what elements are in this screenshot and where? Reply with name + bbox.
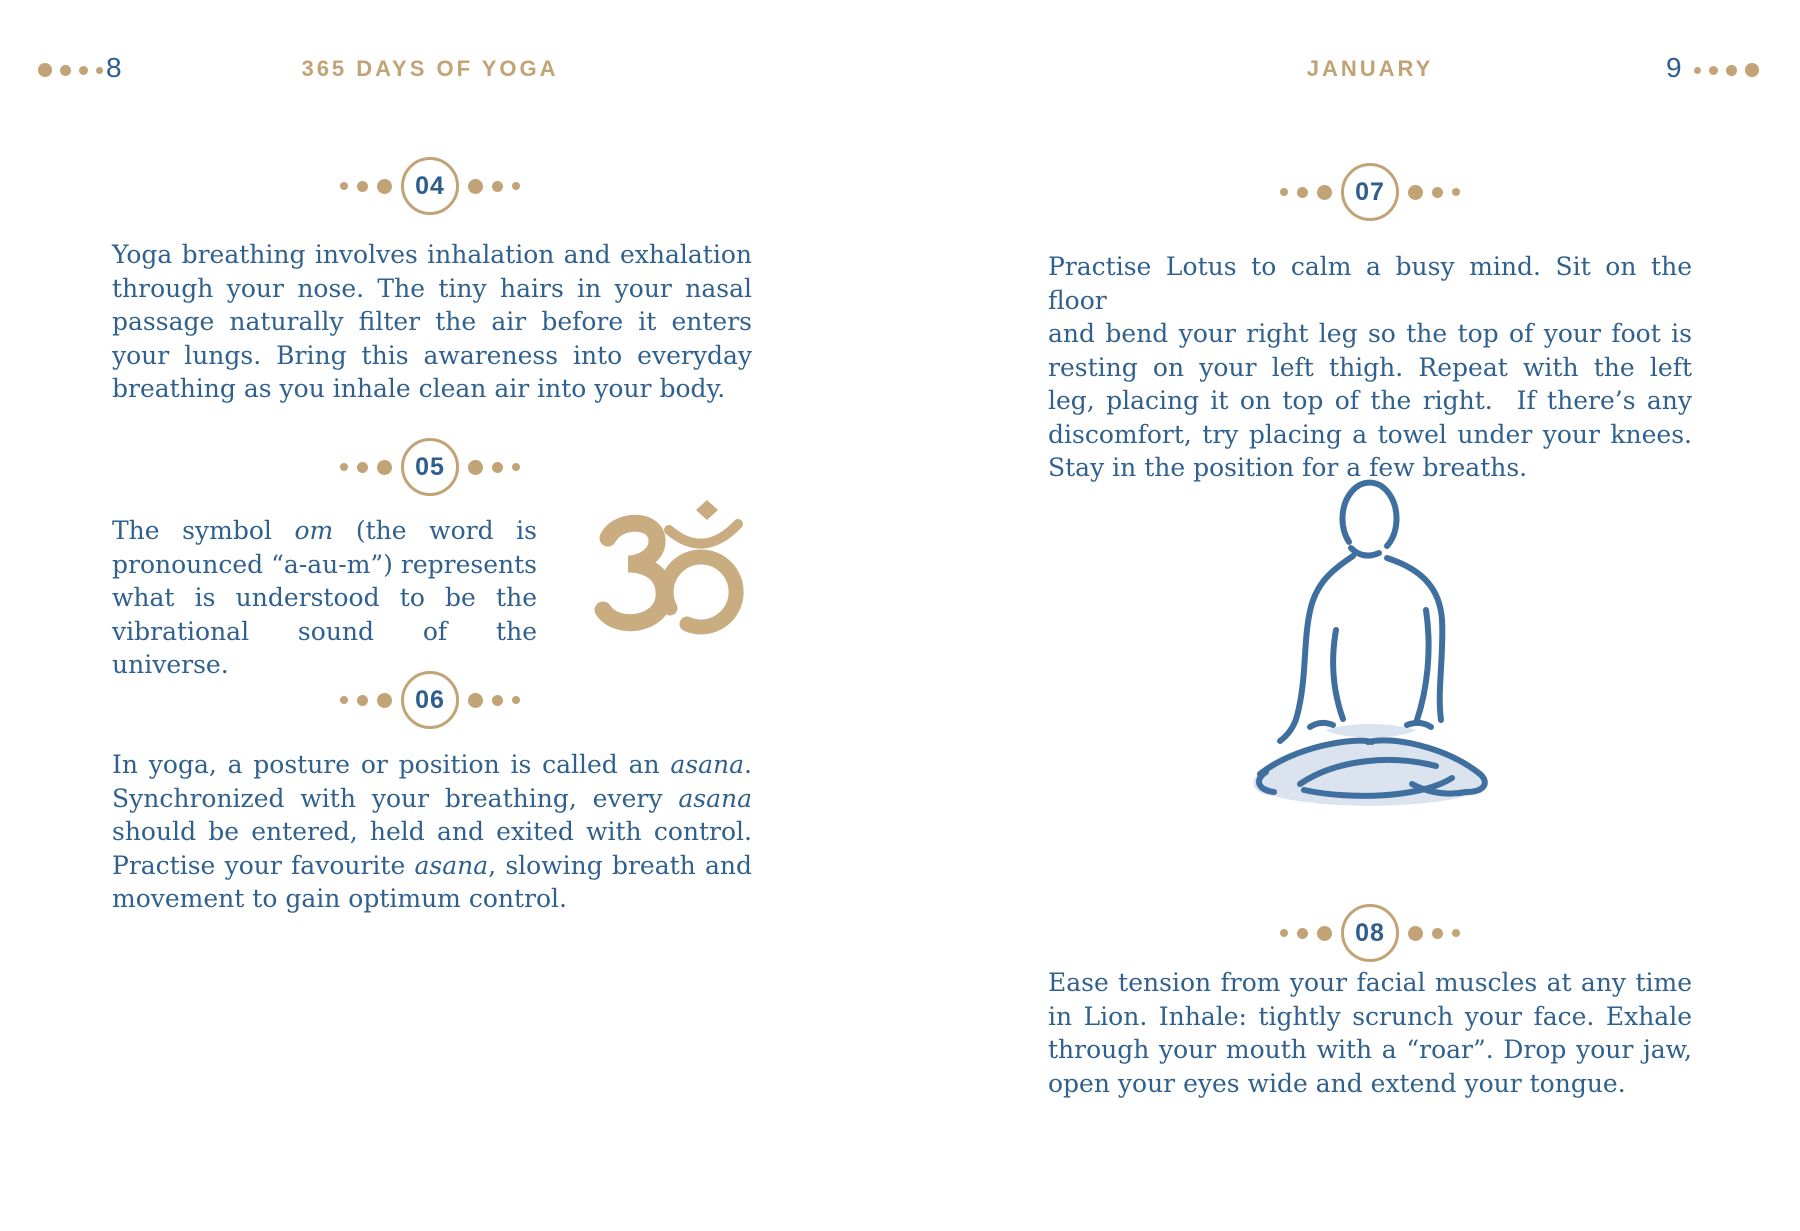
entry-number: 06 (401, 671, 459, 729)
dot-icon (492, 181, 503, 192)
dot-icon (1432, 928, 1443, 939)
dot-icon (1709, 66, 1718, 75)
dot-icon (357, 462, 368, 473)
dot-icon (1452, 929, 1460, 937)
text-line: Practise your favourite asana, slowing breath and (112, 850, 752, 880)
dot-icon (1297, 928, 1308, 939)
dot-icon (377, 460, 392, 475)
dot-icon (96, 67, 103, 74)
text-line: passage naturally filter the air before it enters (112, 307, 752, 336)
text-line: leg, placing it on top of the right. If there’s any (1048, 386, 1692, 415)
text-line: In yoga, a posture or position is called an asana. (112, 750, 752, 779)
dot-icon (492, 462, 503, 473)
dot-icon (377, 179, 392, 194)
text-line: breathing as you inhale clean air into your body. (112, 374, 726, 403)
page-number-left: 8 (106, 52, 122, 83)
dot-icon (468, 179, 483, 194)
dot-icon (468, 460, 483, 475)
entry-badge-06 (340, 671, 520, 729)
dot-icon (1280, 929, 1288, 937)
dot-icon (1452, 188, 1460, 196)
header-dots-left (38, 60, 103, 80)
entry-number: 08 (1341, 904, 1399, 962)
dot-icon (1432, 187, 1443, 198)
dot-icon (1726, 65, 1737, 76)
text-line: Stay in the position for a few breaths. (1048, 453, 1528, 482)
entry-badge-05 (340, 438, 520, 496)
text-line: should be entered, held and exited with control. (112, 817, 752, 846)
text-line: Practise Lotus to calm a busy mind. Sit on the floor (1048, 252, 1692, 315)
dot-icon (1408, 185, 1423, 200)
text-line: The symbol om (the word is (112, 516, 537, 545)
text-line: pronounced “a-au-m”) represents (112, 549, 537, 579)
text-line: movement to gain optimum control. (112, 884, 567, 913)
entry-text-07 (1048, 250, 1692, 485)
dot-icon (340, 463, 348, 471)
dot-icon (1745, 63, 1759, 77)
entry-text-08 (1048, 966, 1692, 1100)
dot-icon (1297, 187, 1308, 198)
dot-icon (357, 181, 368, 192)
dot-icon (512, 696, 520, 704)
dot-icon (1280, 188, 1288, 196)
text-line: Yoga breathing involves inhalation and exhalation (112, 240, 752, 269)
text-line: discomfort, try placing a towel under your knees. (1048, 419, 1692, 449)
om-symbol-icon (566, 498, 748, 644)
text-line: through your mouth with a “roar”. Drop your jaw, (1048, 1035, 1692, 1064)
entry-text-06 (112, 748, 752, 916)
header-dots-right (1694, 60, 1759, 80)
text-line: in Lion. Inhale: tightly scrunch your face. Exhale (1048, 1001, 1692, 1031)
dot-icon (512, 182, 520, 190)
dot-icon (60, 65, 71, 76)
dot-icon (340, 182, 348, 190)
entry-number: 05 (401, 438, 459, 496)
dot-icon (1317, 926, 1332, 941)
dot-icon (1694, 67, 1701, 74)
entry-badge-04 (340, 157, 520, 215)
text-line: what is understood to be the (112, 583, 537, 612)
text-line: resting on your left thigh. Repeat with the left (1048, 352, 1692, 382)
running-head-right: JANUARY (1306, 56, 1434, 81)
text-line: through your nose. The tiny hairs in your nasal (112, 273, 752, 303)
dot-icon (492, 695, 503, 706)
entry-text-04 (112, 238, 752, 406)
entry-number: 07 (1341, 163, 1399, 221)
page-number-right: 9 (1666, 52, 1682, 83)
entry-badge-08 (1280, 904, 1460, 962)
dot-icon (357, 695, 368, 706)
entry-number: 04 (401, 157, 459, 215)
lotus-meditation-figure-icon (1240, 478, 1500, 828)
running-head-left: 365 DAYS OF YOGA (301, 56, 559, 81)
entry-text-05 (112, 514, 537, 682)
dot-icon (38, 63, 52, 77)
dot-icon (377, 693, 392, 708)
entry-badge-07 (1280, 163, 1460, 221)
dot-icon (1317, 185, 1332, 200)
dot-icon (79, 66, 88, 75)
dot-icon (340, 696, 348, 704)
text-line: and bend your right leg so the top of your foot is (1048, 319, 1692, 348)
dot-icon (512, 463, 520, 471)
text-line: your lungs. Bring this awareness into everyday (112, 340, 752, 370)
text-line: vibrational sound of the universe. (112, 616, 537, 679)
dot-icon (468, 693, 483, 708)
text-line: open your eyes wide and extend your tongue. (1048, 1068, 1626, 1098)
text-line: Synchronized with your breathing, every asana (112, 783, 752, 813)
text-line: Ease tension from your facial muscles at any time (1048, 968, 1692, 997)
dot-icon (1408, 926, 1423, 941)
